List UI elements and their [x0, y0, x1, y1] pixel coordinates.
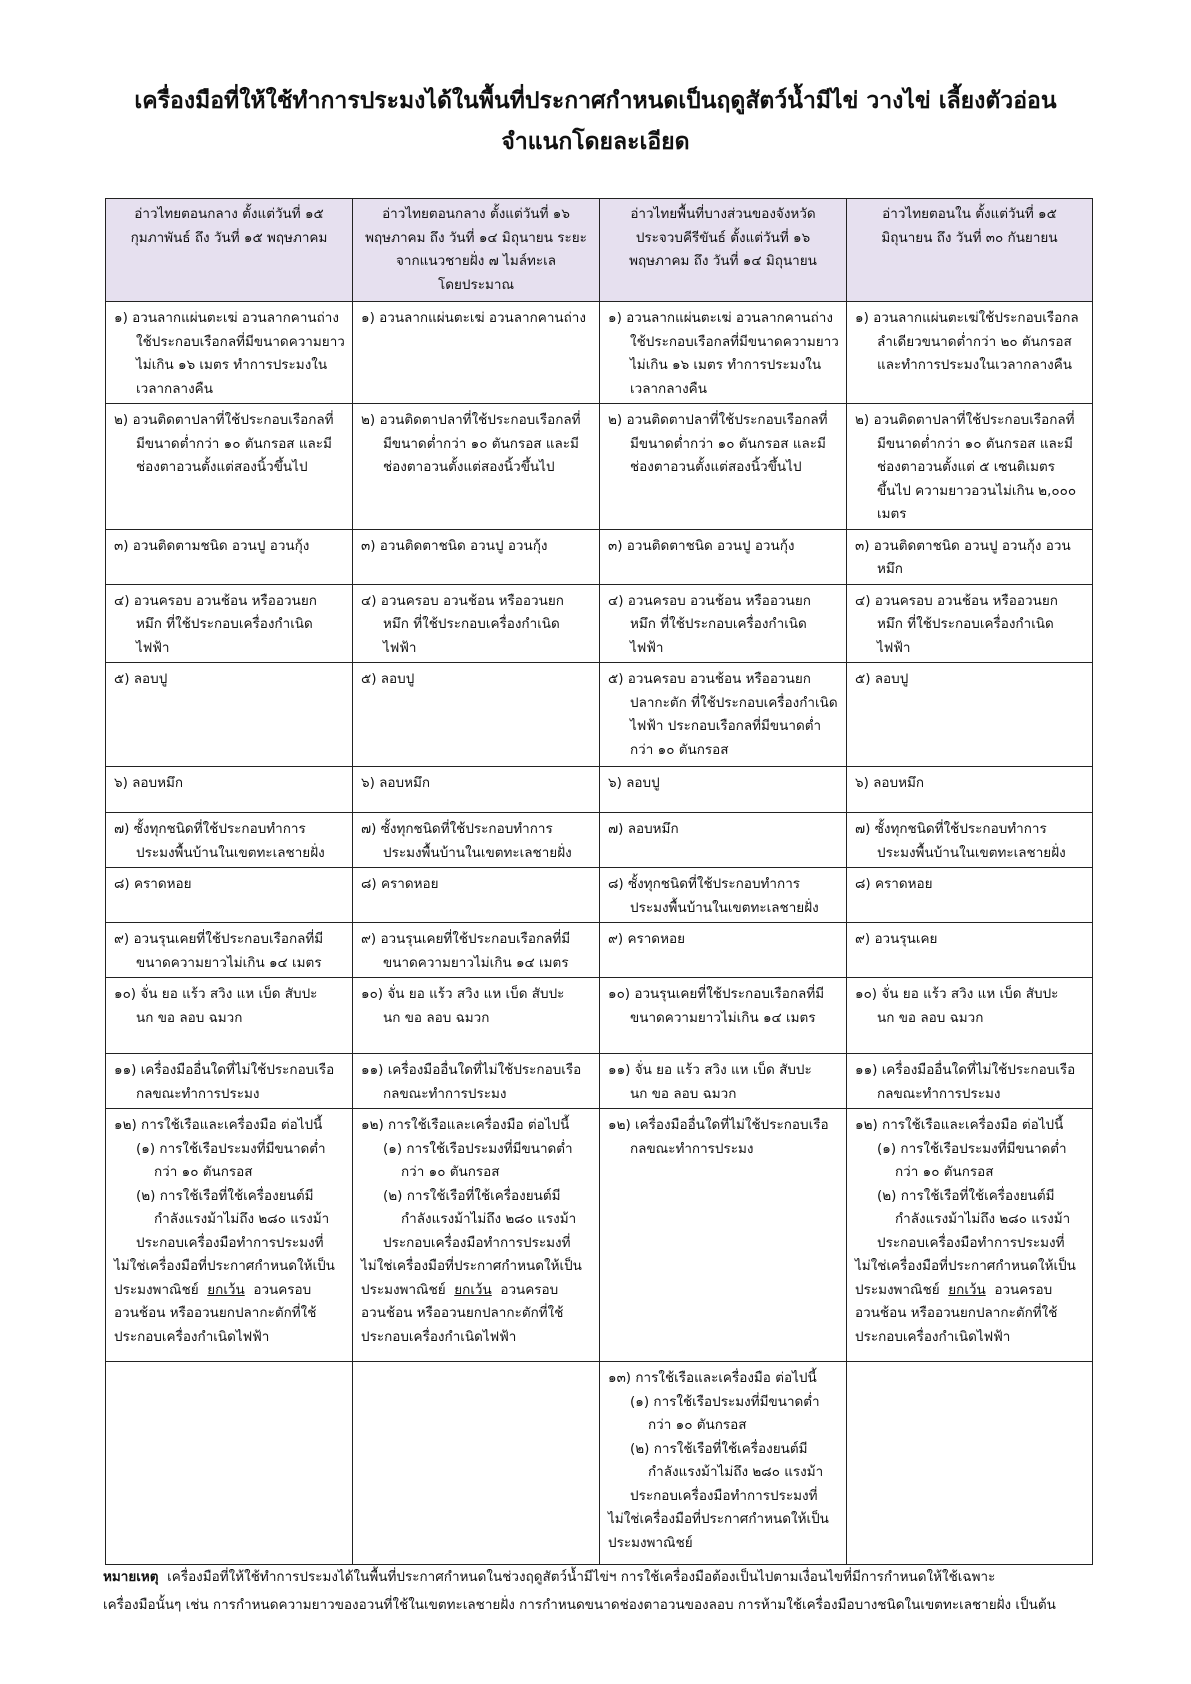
- cell-line: กำลังแรงม้าไม่ถึง ๒๘๐ แรงม้า: [401, 1211, 577, 1227]
- cell-line: มีขนาดต่ำกว่า ๑๐ ตันกรอส และมี: [383, 435, 579, 452]
- table-cell: [106, 404, 353, 530]
- cell-line: ๑) อวนลากแผ่นตะเฆ่ใช้ประกอบเรือกล: [855, 310, 1079, 326]
- cell-line: ๑๑) เครื่องมืออื่นใดที่ไม่ใช้ประกอบเรือ: [114, 1062, 335, 1078]
- table-cell: [353, 868, 600, 923]
- cell-line: ไม่ใช่เครื่องมือที่ประกาศกำหนดให้เป็น: [855, 1258, 1076, 1274]
- table-cell: [600, 584, 847, 663]
- cell-line: (๑) การใช้เรือประมงที่มีขนาดต่ำ: [136, 1140, 326, 1157]
- cell-line: ๔) อวนครอบ อวนช้อน หรืออวนยก: [608, 592, 811, 609]
- cell-line: ๕) ลอบปู: [855, 671, 909, 687]
- table-cell: [353, 1109, 600, 1362]
- table-cell: [600, 978, 847, 1054]
- cell-line: กลขณะทำการประมง: [630, 1140, 754, 1157]
- cell-line: ๗) ซั้งทุกชนิดที่ใช้ประกอบทำการ: [114, 821, 306, 837]
- cell-line: (๒) การใช้เรือที่ใช้เครื่องยนต์มี: [383, 1187, 561, 1204]
- cell-line: ๑๐) อวนรุนเคยที่ใช้ประกอบเรือกลที่มี: [608, 986, 825, 1002]
- header-cell: [600, 199, 847, 302]
- header-cell: [106, 199, 353, 302]
- table-row: [106, 868, 1093, 923]
- cell-line: กลขณะทำการประมง: [136, 1085, 260, 1102]
- cell-line: ๗) ซั้งทุกชนิดที่ใช้ประกอบทำการ: [855, 821, 1047, 837]
- cell-line: ประมงพื้นบ้านในเขตทะเลชายฝั่ง: [136, 844, 325, 861]
- footnote: [103, 1563, 1103, 1619]
- table-cell: [600, 1362, 847, 1565]
- cell-line: (๑) การใช้เรือประมงที่มีขนาดต่ำ: [630, 1393, 820, 1410]
- footnote-text: เครื่องมือที่ให้ใช้ทำการประมงได้ในพื้นที่ประกาศกำหนดในช่วงฤดูสัตว์น้ำมีไข่ฯ การใช้เครื่องมือต้องเป็นไปตามเงื่อนไขที่มีการกำหนดให้ใช้เฉพาะ: [167, 1569, 996, 1585]
- exception-text: ยกเว้น: [207, 1281, 245, 1298]
- cell-line: จากแนวชายฝั่ง ๗ ไมล์ทะเล: [395, 253, 557, 269]
- cell-line: ขนาดความยาวไม่เกิน ๑๔ เมตร: [630, 1009, 816, 1026]
- cell-line: มิถุนายน ถึง วันที่ ๓๐ กันยายน: [881, 229, 1058, 246]
- cell-line: ปลากะตัก ที่ใช้ประกอบเครื่องกำเนิด: [630, 694, 838, 711]
- cell-line: (๑) การใช้เรือประมงที่มีขนาดต่ำ: [383, 1140, 573, 1157]
- table-cell: [847, 868, 1093, 923]
- table-cell: [106, 1362, 353, 1565]
- table-cell: [106, 302, 353, 404]
- cell-line: หมึก ที่ใช้ประกอบเครื่องกำเนิด: [877, 616, 1054, 632]
- table-cell: [353, 529, 600, 584]
- footnote-line: เครื่องมือนั้นๆ เช่น การกำหนดความยาวของอวนที่ใช้ในเขตทะเลชายฝั่ง การกำหนดขนาดช่องตาอวนของลอบ การห้ามใช้เครื่องมือบางชนิดในเขตทะเลชายฝั่ง เป็นต้น: [103, 1597, 1056, 1613]
- cell-line: (๑) การใช้เรือประมงที่มีขนาดต่ำ: [877, 1140, 1067, 1157]
- cell-line: หมึก ที่ใช้ประกอบเครื่องกำเนิด: [136, 616, 313, 632]
- table-cell: [106, 868, 353, 923]
- cell-line: ๙) คราดหอย: [608, 931, 685, 947]
- table-row: [106, 302, 1093, 404]
- table-cell: [600, 767, 847, 813]
- cell-line: อ่าวไทยพื้นที่บางส่วนของจังหวัด: [630, 206, 816, 222]
- table-cell: [353, 1054, 600, 1109]
- table-cell: [600, 1054, 847, 1109]
- cell-line: ช่องตาอวนตั้งแต่สองนิ้วขึ้นไป: [630, 459, 802, 475]
- cell-line: ไฟฟ้า: [630, 639, 664, 656]
- table-cell: [106, 923, 353, 978]
- cell-line: ๑๒) เครื่องมืออื่นใดที่ไม่ใช้ประกอบเรือ: [608, 1117, 829, 1133]
- cell-line: ช่องตาอวนตั้งแต่สองนิ้วขึ้นไป: [136, 459, 308, 475]
- cell-line: มีขนาดต่ำกว่า ๑๐ ตันกรอส และมี: [630, 435, 826, 452]
- cell-line: ไม่ใช่เครื่องมือที่ประกาศกำหนดให้เป็น: [361, 1258, 582, 1274]
- cell-text: ประมงพาณิชย์: [855, 1281, 940, 1298]
- cell-line: เวลากลางคืน: [136, 380, 213, 397]
- cell-line: ขนาดความยาวไม่เกิน ๑๔ เมตร: [136, 954, 322, 971]
- cell-line: ๘) ซั้งทุกชนิดที่ใช้ประกอบทำการ: [608, 876, 801, 892]
- cell-line: ประมงพาณิชย์: [608, 1534, 693, 1551]
- cell-line: ๖) ลอบปู: [608, 775, 660, 791]
- cell-line: (๒) การใช้เรือที่ใช้เครื่องยนต์มี: [877, 1187, 1055, 1204]
- table-cell: [600, 813, 847, 868]
- cell-line: ประกอบเครื่องกำเนิดไฟฟ้า: [855, 1328, 1011, 1345]
- cell-line: ๑) อวนลากแผ่นตะเฆ่ อวนลากคานถ่าง: [608, 310, 833, 326]
- cell-line: ไม่เกิน ๑๖ เมตร ทำการประมงใน: [136, 357, 328, 373]
- cell-line: ๔) อวนครอบ อวนช้อน หรืออวนยก: [855, 592, 1058, 609]
- table-cell: [600, 529, 847, 584]
- table-cell: [847, 1054, 1093, 1109]
- cell-line: ๑๐) จั่น ยอ แร้ว สวิง แห เบ็ด สับปะ: [855, 986, 1059, 1002]
- table-cell: [847, 302, 1093, 404]
- table-cell: [847, 767, 1093, 813]
- cell-line: ใช้ประกอบเรือกลที่มีขนาดความยาว: [630, 333, 839, 350]
- page-title: เครื่องมือที่ให้ใช้ทำการประมงได้ในพื้นที่ประกาศกำหนดเป็นฤดูสัตว์น้ำมีไข่ วางไข่ เลี้ยงตัวอ่อน: [134, 88, 1057, 114]
- table-cell: [106, 978, 353, 1054]
- cell-line: ๙) อวนรุนเคย: [855, 931, 938, 947]
- header-cell: [847, 199, 1093, 302]
- table-cell: [847, 584, 1093, 663]
- footnote-line: [103, 1563, 1103, 1591]
- cell-line: ไฟฟ้า ประกอบเรือกลที่มีขนาดต่ำ: [630, 718, 822, 734]
- cell-line: ประมงพื้นบ้านในเขตทะเลชายฝั่ง: [383, 844, 572, 861]
- cell-line: กว่า ๑๐ ตันกรอส: [648, 1417, 747, 1433]
- table-row: [106, 813, 1093, 868]
- cell-line: ๑๐) จั่น ยอ แร้ว สวิง แห เบ็ด สับปะ: [361, 986, 565, 1002]
- table-row: [106, 923, 1093, 978]
- cell-line: นก ขอ ลอบ ฉมวก: [136, 1009, 243, 1026]
- cell-line: ประจวบคีรีขันธ์ ตั้งแต่วันที่ ๑๖: [635, 229, 811, 246]
- table-cell: [847, 923, 1093, 978]
- table-row: [106, 1109, 1093, 1362]
- cell-line: ๙) อวนรุนเคยที่ใช้ประกอบเรือกลที่มี: [361, 931, 571, 947]
- cell-line: ประกอบเครื่องกำเนิดไฟฟ้า: [361, 1328, 517, 1345]
- cell-line: ๓) อวนติดตามชนิด อวนปู อวนกุ้ง: [114, 537, 310, 554]
- cell-line: ๖) ลอบหมึก: [855, 775, 925, 791]
- table-cell: [353, 767, 600, 813]
- cell-line: ๕) อวนครอบ อวนช้อน หรืออวนยก: [608, 671, 811, 687]
- cell-line: กุมภาพันธ์ ถึง วันที่ ๑๕ พฤษภาคม: [130, 229, 328, 246]
- table-row: [106, 663, 1093, 767]
- cell-text: ประมงพาณิชย์: [361, 1281, 446, 1298]
- table-cell: [847, 1109, 1093, 1362]
- cell-line: อวนช้อน หรืออวนยกปลากะตักที่ใช้: [114, 1305, 317, 1321]
- table-cell: [353, 584, 600, 663]
- table-cell: [106, 584, 353, 663]
- table-cell: [353, 1362, 600, 1565]
- table-cell: [106, 1054, 353, 1109]
- table-cell: [106, 529, 353, 584]
- cell-line: ๘) คราดหอย: [361, 876, 439, 892]
- cell-line: หมึก ที่ใช้ประกอบเครื่องกำเนิด: [383, 616, 560, 632]
- cell-line: [114, 1279, 346, 1303]
- cell-line: ประกอบเครื่องมือทำการประมงที่: [136, 1234, 324, 1251]
- table-row: [106, 1054, 1093, 1109]
- cell-line: อวนช้อน หรืออวนยกปลากะตักที่ใช้: [361, 1305, 564, 1321]
- cell-line: พฤษภาคม ถึง วันที่ ๑๔ มิถุนายน: [629, 253, 817, 269]
- cell-line: ไม่ใช่เครื่องมือที่ประกาศกำหนดให้เป็น: [608, 1511, 829, 1527]
- cell-line: ๘) คราดหอย: [855, 876, 933, 892]
- table-cell: [106, 767, 353, 813]
- cell-line: กำลังแรงม้าไม่ถึง ๒๘๐ แรงม้า: [895, 1211, 1071, 1227]
- cell-line: นก ขอ ลอบ ฉมวก: [877, 1009, 984, 1026]
- cell-line: ใช้ประกอบเรือกลที่มีขนาดความยาว: [136, 333, 345, 350]
- cell-line: ๕) ลอบปู: [361, 671, 415, 687]
- cell-line: และทำการประมงในเวลากลางคืน: [877, 357, 1073, 373]
- cell-line: เวลากลางคืน: [630, 380, 707, 397]
- table-cell: [600, 302, 847, 404]
- table-cell: [600, 663, 847, 767]
- exception-text: ยกเว้น: [454, 1281, 492, 1298]
- table-cell: [353, 978, 600, 1054]
- header-cell: [353, 199, 600, 302]
- table-cell: [353, 923, 600, 978]
- cell-line: ประมงพื้นบ้านในเขตทะเลชายฝั่ง: [630, 899, 819, 916]
- footnote-label: หมายเหตุ: [103, 1569, 159, 1585]
- cell-line: ขึ้นไป ความยาวอวนไม่เกิน ๒,๐๐๐: [877, 482, 1077, 499]
- cell-line: ๑๒) การใช้เรือและเครื่องมือ ต่อไปนี้: [114, 1117, 323, 1133]
- cell-line: ๑) อวนลากแผ่นตะเฆ่ อวนลากคานถ่าง: [361, 310, 586, 326]
- cell-line: ๑๒) การใช้เรือและเครื่องมือ ต่อไปนี้: [361, 1117, 570, 1133]
- cell-text: อวนครอบ: [253, 1281, 312, 1298]
- cell-line: ขนาดความยาวไม่เกิน ๑๔ เมตร: [383, 954, 569, 971]
- cell-line: ๒) อวนติดตาปลาที่ใช้ประกอบเรือกลที่: [608, 412, 828, 428]
- cell-line: ๓) อวนติดตาชนิด อวนปู อวนกุ้ง อวน: [855, 537, 1071, 554]
- cell-line: หมึก: [877, 561, 903, 577]
- cell-line: อวนช้อน หรืออวนยกปลากะตักที่ใช้: [855, 1305, 1058, 1321]
- cell-line: ๗) ลอบหมึก: [608, 821, 679, 837]
- cell-line: มีขนาดต่ำกว่า ๑๐ ตันกรอส และมี: [136, 435, 332, 452]
- cell-line: ๑๑) เครื่องมืออื่นใดที่ไม่ใช้ประกอบเรือ: [361, 1062, 582, 1078]
- table-cell: [600, 1109, 847, 1362]
- table-cell: [106, 813, 353, 868]
- cell-line: ๑) อวนลากแผ่นตะเฆ่ อวนลากคานถ่าง: [114, 310, 339, 326]
- cell-line: ประกอบเครื่องกำเนิดไฟฟ้า: [114, 1328, 270, 1345]
- cell-line: ๒) อวนติดตาปลาที่ใช้ประกอบเรือกลที่: [361, 412, 581, 428]
- cell-line: อ่าวไทยตอนใน ตั้งแต่วันที่ ๑๕: [882, 206, 1057, 222]
- cell-line: ๒) อวนติดตาปลาที่ใช้ประกอบเรือกลที่: [855, 412, 1075, 428]
- cell-line: มีขนาดต่ำกว่า ๑๐ ตันกรอส และมี: [877, 435, 1073, 452]
- cell-line: กำลังแรงม้าไม่ถึง ๒๘๐ แรงม้า: [154, 1211, 330, 1227]
- cell-line: ๑๑) จั่น ยอ แร้ว สวิง แห เบ็ด สับปะ: [608, 1062, 812, 1078]
- cell-text: อวนครอบ: [994, 1281, 1053, 1298]
- cell-line: พฤษภาคม ถึง วันที่ ๑๔ มิถุนายน ระยะ: [365, 229, 587, 246]
- cell-line: ช่องตาอวนตั้งแต่สองนิ้วขึ้นไป: [383, 459, 555, 475]
- cell-line: ๑๑) เครื่องมืออื่นใดที่ไม่ใช้ประกอบเรือ: [855, 1062, 1076, 1078]
- table-row: [106, 978, 1093, 1054]
- table-cell: [847, 529, 1093, 584]
- table-row: [106, 584, 1093, 663]
- cell-line: ๔) อวนครอบ อวนช้อน หรืออวนยก: [114, 592, 317, 609]
- cell-text: ประมงพาณิชย์: [114, 1281, 199, 1298]
- table-cell: [847, 978, 1093, 1054]
- cell-line: ไฟฟ้า: [383, 639, 417, 656]
- header-row: [106, 199, 1093, 302]
- cell-line: ๑๓) การใช้เรือและเครื่องมือ ต่อไปนี้: [608, 1370, 817, 1386]
- page-subtitle: จำแนกโดยละเอียด: [501, 129, 690, 155]
- cell-line: กว่า ๑๐ ตันกรอส: [401, 1164, 500, 1180]
- cell-line: ๓) อวนติดตาชนิด อวนปู อวนกุ้ง: [608, 537, 795, 554]
- cell-line: เมตร: [877, 506, 907, 522]
- table-cell: [353, 663, 600, 767]
- cell-line: นก ขอ ลอบ ฉมวก: [630, 1085, 737, 1102]
- cell-line: ประกอบเครื่องมือทำการประมงที่: [630, 1487, 818, 1504]
- cell-line: [855, 1279, 1086, 1303]
- cell-line: ๖) ลอบหมึก: [361, 775, 431, 791]
- cell-line: ไฟฟ้า: [877, 639, 911, 656]
- cell-line: ประกอบเครื่องมือทำการประมงที่: [383, 1234, 571, 1251]
- cell-line: ประกอบเครื่องมือทำการประมงที่: [877, 1234, 1065, 1251]
- table-row: [106, 404, 1093, 530]
- table-row: [106, 1362, 1093, 1565]
- table-cell: [600, 868, 847, 923]
- cell-line: ประมงพื้นบ้านในเขตทะเลชายฝั่ง: [877, 844, 1066, 861]
- table-cell: [600, 923, 847, 978]
- exception-text: ยกเว้น: [948, 1281, 986, 1298]
- cell-line: [361, 1279, 593, 1303]
- cell-text: อวนครอบ: [500, 1281, 559, 1298]
- cell-line: อ่าวไทยตอนกลาง ตั้งแต่วันที่ ๑๖: [382, 206, 570, 222]
- table-row: [106, 767, 1093, 813]
- cell-line: โดยประมาณ: [437, 276, 514, 293]
- cell-line: ๒) อวนติดตาปลาที่ใช้ประกอบเรือกลที่: [114, 412, 334, 428]
- cell-line: อ่าวไทยตอนกลาง ตั้งแต่วันที่ ๑๕: [134, 206, 324, 222]
- cell-line: นก ขอ ลอบ ฉมวก: [383, 1009, 490, 1026]
- cell-line: กลขณะทำการประมง: [383, 1085, 507, 1102]
- cell-line: (๒) การใช้เรือที่ใช้เครื่องยนต์มี: [136, 1187, 314, 1204]
- table-cell: [106, 1109, 353, 1362]
- fishing-gear-table: [105, 198, 1093, 1565]
- cell-line: กำลังแรงม้าไม่ถึง ๒๘๐ แรงม้า: [648, 1464, 824, 1480]
- cell-line: ๙) อวนรุนเคยที่ใช้ประกอบเรือกลที่มี: [114, 931, 324, 947]
- table-cell: [847, 404, 1093, 530]
- table-row: [106, 529, 1093, 584]
- table-cell: [600, 404, 847, 530]
- table-cell: [353, 813, 600, 868]
- cell-line: ลำเดียวขนาดต่ำกว่า ๒๐ ตันกรอส: [877, 333, 1072, 350]
- cell-line: ๕) ลอบปู: [114, 671, 168, 687]
- table-cell: [847, 813, 1093, 868]
- table-cell: [847, 1362, 1093, 1565]
- cell-line: ไม่เกิน ๑๖ เมตร ทำการประมงใน: [630, 357, 822, 373]
- cell-line: กลขณะทำการประมง: [877, 1085, 1001, 1102]
- cell-line: ๑๐) จั่น ยอ แร้ว สวิง แห เบ็ด สับปะ: [114, 986, 318, 1002]
- table-cell: [353, 302, 600, 404]
- cell-line: (๒) การใช้เรือที่ใช้เครื่องยนต์มี: [630, 1440, 808, 1457]
- cell-line: หมึก ที่ใช้ประกอบเครื่องกำเนิด: [630, 616, 807, 632]
- cell-line: กว่า ๑๐ ตันกรอส: [630, 741, 729, 758]
- table-cell: [353, 404, 600, 530]
- cell-line: ช่องตาอวนตั้งแต่ ๕ เซนติเมตร: [877, 459, 1056, 475]
- cell-line: ๘) คราดหอย: [114, 876, 192, 892]
- table-cell: [847, 663, 1093, 767]
- cell-line: ๗) ซั้งทุกชนิดที่ใช้ประกอบทำการ: [361, 821, 553, 837]
- cell-line: กว่า ๑๐ ตันกรอส: [154, 1164, 253, 1180]
- cell-line: กว่า ๑๐ ตันกรอส: [895, 1164, 994, 1180]
- cell-line: ไฟฟ้า: [136, 639, 170, 656]
- cell-line: ไม่ใช่เครื่องมือที่ประกาศกำหนดให้เป็น: [114, 1258, 335, 1274]
- cell-line: ๑๒) การใช้เรือและเครื่องมือ ต่อไปนี้: [855, 1117, 1064, 1133]
- cell-line: ๖) ลอบหมึก: [114, 775, 184, 791]
- cell-line: ๓) อวนติดตาชนิด อวนปู อวนกุ้ง: [361, 537, 548, 554]
- cell-line: ๔) อวนครอบ อวนช้อน หรืออวนยก: [361, 592, 564, 609]
- table-cell: [106, 663, 353, 767]
